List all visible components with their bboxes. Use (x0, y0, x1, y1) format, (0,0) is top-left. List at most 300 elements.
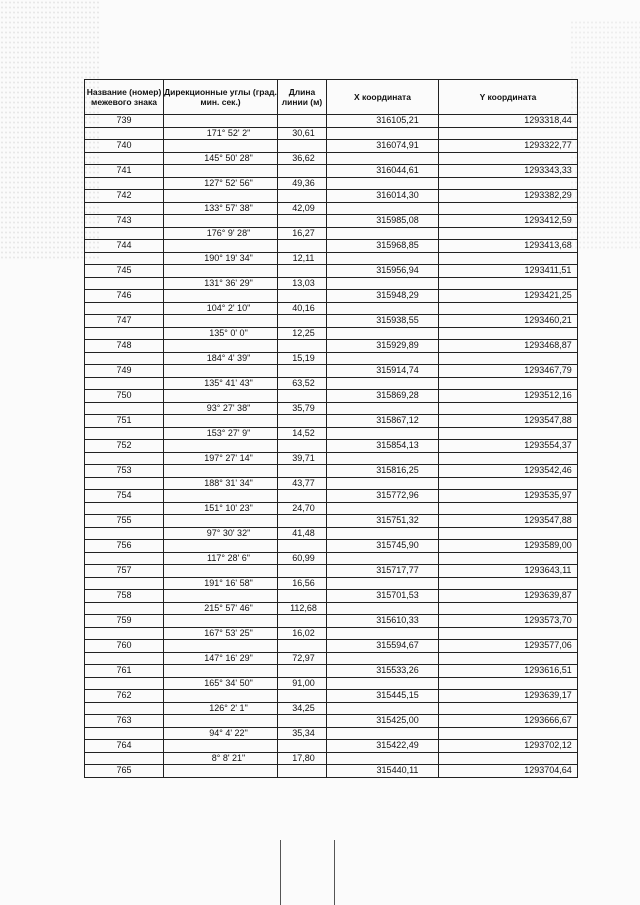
scan-line (334, 840, 335, 905)
empty-cell (85, 127, 164, 140)
direction-angle-cell: 184° 4' 39" (164, 352, 278, 365)
empty-cell (439, 377, 578, 390)
x-coordinate-cell: 315938,55 (327, 315, 439, 328)
x-coordinate-cell: 316074,91 (327, 140, 439, 153)
empty-cell (164, 315, 278, 328)
point-name-cell: 746 (85, 290, 164, 303)
x-coordinate-cell: 315929,89 (327, 340, 439, 353)
empty-cell (164, 640, 278, 653)
direction-angle-cell: 153° 27' 9" (164, 427, 278, 440)
x-coordinate-cell: 315772,96 (327, 490, 439, 503)
segment-row (85, 127, 578, 140)
point-row (85, 615, 578, 628)
y-coordinate-cell: 1293542,46 (439, 465, 578, 478)
point-name-cell: 756 (85, 540, 164, 553)
point-row (85, 115, 578, 128)
x-coordinate-cell: 316014,30 (327, 190, 439, 203)
header-x-coordinate: X координата (327, 80, 439, 115)
line-length-cell: 12,11 (278, 252, 327, 265)
empty-cell (439, 252, 578, 265)
y-coordinate-cell: 1293421,25 (439, 290, 578, 303)
line-length-cell: 30,61 (278, 127, 327, 140)
x-coordinate-cell: 315867,12 (327, 415, 439, 428)
empty-cell (439, 427, 578, 440)
empty-cell (439, 627, 578, 640)
point-row (85, 340, 578, 353)
empty-cell (439, 227, 578, 240)
line-length-cell: 17,80 (278, 752, 327, 765)
point-name-cell: 762 (85, 690, 164, 703)
point-name-cell: 760 (85, 640, 164, 653)
empty-cell (278, 715, 327, 728)
segment-row (85, 202, 578, 215)
empty-cell (327, 677, 439, 690)
empty-cell (278, 690, 327, 703)
direction-angle-cell: 167° 53' 25" (164, 627, 278, 640)
header-point-name: Название (номер) межевого знака (85, 80, 164, 115)
point-row (85, 165, 578, 178)
direction-angle-cell: 165° 34' 50" (164, 677, 278, 690)
line-length-cell: 13,03 (278, 277, 327, 290)
empty-cell (164, 390, 278, 403)
direction-angle-cell: 133° 57' 38" (164, 202, 278, 215)
direction-angle-cell: 126° 2' 1" (164, 702, 278, 715)
empty-cell (439, 702, 578, 715)
header-line-length: Длина линии (м) (278, 80, 327, 115)
line-length-cell: 63,52 (278, 377, 327, 390)
direction-angle-cell: 127° 52' 56" (164, 177, 278, 190)
point-row (85, 290, 578, 303)
empty-cell (439, 502, 578, 515)
empty-cell (327, 302, 439, 315)
empty-cell (85, 452, 164, 465)
direction-angle-cell: 215° 57' 46" (164, 602, 278, 615)
empty-cell (327, 727, 439, 740)
empty-cell (278, 165, 327, 178)
empty-cell (327, 202, 439, 215)
empty-cell (85, 402, 164, 415)
empty-cell (327, 602, 439, 615)
line-length-cell: 42,09 (278, 202, 327, 215)
empty-cell (327, 527, 439, 540)
direction-angle-cell: 97° 30' 32" (164, 527, 278, 540)
point-row (85, 240, 578, 253)
empty-cell (85, 502, 164, 515)
empty-cell (164, 215, 278, 228)
line-length-cell: 16,02 (278, 627, 327, 640)
segment-row (85, 702, 578, 715)
y-coordinate-cell: 1293577,06 (439, 640, 578, 653)
empty-cell (278, 390, 327, 403)
empty-cell (85, 302, 164, 315)
segment-row (85, 502, 578, 515)
empty-cell (278, 665, 327, 678)
empty-cell (439, 527, 578, 540)
point-name-cell: 751 (85, 415, 164, 428)
line-length-cell: 16,56 (278, 577, 327, 590)
point-row (85, 490, 578, 503)
empty-cell (327, 277, 439, 290)
point-row (85, 715, 578, 728)
x-coordinate-cell: 315445,15 (327, 690, 439, 703)
empty-cell (85, 152, 164, 165)
line-length-cell: 41,48 (278, 527, 327, 540)
empty-cell (327, 627, 439, 640)
empty-cell (85, 202, 164, 215)
header-y-coordinate: Y координата (439, 80, 578, 115)
y-coordinate-cell: 1293639,17 (439, 690, 578, 703)
empty-cell (439, 202, 578, 215)
empty-cell (278, 515, 327, 528)
empty-cell (439, 177, 578, 190)
empty-cell (85, 327, 164, 340)
empty-cell (327, 352, 439, 365)
empty-cell (439, 327, 578, 340)
point-name-cell: 741 (85, 165, 164, 178)
empty-cell (164, 140, 278, 153)
x-coordinate-cell: 315968,85 (327, 240, 439, 253)
empty-cell (85, 677, 164, 690)
point-name-cell: 755 (85, 515, 164, 528)
line-length-cell: 43,77 (278, 477, 327, 490)
x-coordinate-cell: 315816,25 (327, 465, 439, 478)
segment-row (85, 727, 578, 740)
empty-cell (278, 240, 327, 253)
point-name-cell: 764 (85, 740, 164, 753)
point-name-cell: 744 (85, 240, 164, 253)
empty-cell (164, 565, 278, 578)
empty-cell (439, 577, 578, 590)
empty-cell (85, 477, 164, 490)
empty-cell (327, 402, 439, 415)
point-name-cell: 763 (85, 715, 164, 728)
x-coordinate-cell: 315425,00 (327, 715, 439, 728)
table-header-row (85, 80, 578, 115)
empty-cell (85, 727, 164, 740)
point-name-cell: 742 (85, 190, 164, 203)
point-row (85, 365, 578, 378)
empty-cell (278, 365, 327, 378)
empty-cell (439, 752, 578, 765)
y-coordinate-cell: 1293413,68 (439, 240, 578, 253)
point-row (85, 390, 578, 403)
empty-cell (439, 552, 578, 565)
empty-cell (85, 602, 164, 615)
segment-row (85, 352, 578, 365)
x-coordinate-cell: 315869,28 (327, 390, 439, 403)
point-row (85, 565, 578, 578)
point-name-cell: 740 (85, 140, 164, 153)
empty-cell (327, 477, 439, 490)
empty-cell (439, 652, 578, 665)
empty-cell (278, 415, 327, 428)
empty-cell (327, 652, 439, 665)
x-coordinate-cell: 315610,33 (327, 615, 439, 628)
empty-cell (327, 252, 439, 265)
direction-angle-cell: 93° 27' 38" (164, 402, 278, 415)
direction-angle-cell: 197° 27' 14" (164, 452, 278, 465)
segment-row (85, 327, 578, 340)
point-name-cell: 752 (85, 440, 164, 453)
empty-cell (327, 427, 439, 440)
point-row (85, 190, 578, 203)
direction-angle-cell: 104° 2' 10" (164, 302, 278, 315)
segment-row (85, 302, 578, 315)
direction-angle-cell: 171° 52' 2" (164, 127, 278, 140)
line-length-cell: 39,71 (278, 452, 327, 465)
empty-cell (164, 690, 278, 703)
y-coordinate-cell: 1293547,88 (439, 415, 578, 428)
segment-row (85, 752, 578, 765)
empty-cell (164, 490, 278, 503)
point-row (85, 590, 578, 603)
y-coordinate-cell: 1293554,37 (439, 440, 578, 453)
line-length-cell: 36,62 (278, 152, 327, 165)
empty-cell (278, 190, 327, 203)
empty-cell (278, 615, 327, 628)
empty-cell (85, 352, 164, 365)
segment-row (85, 677, 578, 690)
empty-cell (278, 540, 327, 553)
direction-angle-cell: 117° 28' 6" (164, 552, 278, 565)
x-coordinate-cell: 316044,61 (327, 165, 439, 178)
empty-cell (327, 227, 439, 240)
segment-row (85, 152, 578, 165)
point-name-cell: 761 (85, 665, 164, 678)
empty-cell (327, 502, 439, 515)
y-coordinate-cell: 1293643,11 (439, 565, 578, 578)
y-coordinate-cell: 1293616,51 (439, 665, 578, 678)
empty-cell (164, 415, 278, 428)
empty-cell (164, 265, 278, 278)
line-length-cell: 24,70 (278, 502, 327, 515)
y-coordinate-cell: 1293547,88 (439, 515, 578, 528)
empty-cell (85, 277, 164, 290)
direction-angle-cell: 8° 8' 21" (164, 752, 278, 765)
empty-cell (327, 552, 439, 565)
empty-cell (85, 652, 164, 665)
line-length-cell: 49,36 (278, 177, 327, 190)
empty-cell (164, 165, 278, 178)
empty-cell (439, 402, 578, 415)
x-coordinate-cell: 315745,90 (327, 540, 439, 553)
line-length-cell: 35,79 (278, 402, 327, 415)
empty-cell (85, 627, 164, 640)
empty-cell (164, 240, 278, 253)
empty-cell (85, 702, 164, 715)
point-name-cell: 759 (85, 615, 164, 628)
x-coordinate-cell: 315854,13 (327, 440, 439, 453)
header-direction-angle: Дирекционные углы (град. мин. сек.) (164, 80, 278, 115)
y-coordinate-cell: 1293535,97 (439, 490, 578, 503)
segment-row (85, 427, 578, 440)
empty-cell (278, 290, 327, 303)
segment-row (85, 602, 578, 615)
x-coordinate-cell: 315701,53 (327, 590, 439, 603)
point-name-cell: 749 (85, 365, 164, 378)
point-row (85, 315, 578, 328)
empty-cell (164, 740, 278, 753)
y-coordinate-cell: 1293460,21 (439, 315, 578, 328)
empty-cell (439, 352, 578, 365)
empty-cell (439, 677, 578, 690)
empty-cell (278, 140, 327, 153)
direction-angle-cell: 151° 10' 23" (164, 502, 278, 515)
line-length-cell: 40,16 (278, 302, 327, 315)
empty-cell (327, 327, 439, 340)
segment-row (85, 577, 578, 590)
point-row (85, 665, 578, 678)
segment-row (85, 177, 578, 190)
empty-cell (164, 190, 278, 203)
line-length-cell: 35,34 (278, 727, 327, 740)
point-row (85, 515, 578, 528)
line-length-cell: 15,19 (278, 352, 327, 365)
x-coordinate-cell: 315751,32 (327, 515, 439, 528)
point-name-cell: 753 (85, 465, 164, 478)
empty-cell (278, 765, 327, 778)
x-coordinate-cell: 315533,26 (327, 665, 439, 678)
x-coordinate-cell: 315422,49 (327, 740, 439, 753)
boundary-coordinates-table (84, 79, 578, 778)
empty-cell (164, 440, 278, 453)
x-coordinate-cell: 316105,21 (327, 115, 439, 128)
y-coordinate-cell: 1293322,77 (439, 140, 578, 153)
y-coordinate-cell: 1293343,33 (439, 165, 578, 178)
point-name-cell: 745 (85, 265, 164, 278)
empty-cell (164, 715, 278, 728)
empty-cell (85, 377, 164, 390)
empty-cell (85, 552, 164, 565)
empty-cell (278, 740, 327, 753)
empty-cell (164, 365, 278, 378)
empty-cell (439, 277, 578, 290)
line-length-cell: 91,00 (278, 677, 327, 690)
line-length-cell: 60,99 (278, 552, 327, 565)
segment-row (85, 552, 578, 565)
empty-cell (278, 590, 327, 603)
segment-row (85, 452, 578, 465)
point-row (85, 640, 578, 653)
y-coordinate-cell: 1293666,67 (439, 715, 578, 728)
point-row (85, 140, 578, 153)
empty-cell (439, 152, 578, 165)
y-coordinate-cell: 1293382,29 (439, 190, 578, 203)
empty-cell (327, 452, 439, 465)
point-name-cell: 739 (85, 115, 164, 128)
empty-cell (85, 752, 164, 765)
point-row (85, 215, 578, 228)
empty-cell (327, 177, 439, 190)
direction-angle-cell: 190° 19' 34" (164, 252, 278, 265)
empty-cell (327, 152, 439, 165)
empty-cell (439, 602, 578, 615)
point-name-cell: 743 (85, 215, 164, 228)
line-length-cell: 14,52 (278, 427, 327, 440)
empty-cell (278, 465, 327, 478)
x-coordinate-cell: 315985,08 (327, 215, 439, 228)
point-row (85, 415, 578, 428)
direction-angle-cell: 176° 9' 28" (164, 227, 278, 240)
segment-row (85, 652, 578, 665)
empty-cell (327, 377, 439, 390)
y-coordinate-cell: 1293704,64 (439, 765, 578, 778)
empty-cell (164, 515, 278, 528)
line-length-cell: 34,25 (278, 702, 327, 715)
y-coordinate-cell: 1293411,51 (439, 265, 578, 278)
empty-cell (164, 465, 278, 478)
direction-angle-cell: 191° 16' 58" (164, 577, 278, 590)
segment-row (85, 252, 578, 265)
x-coordinate-cell: 315948,29 (327, 290, 439, 303)
y-coordinate-cell: 1293573,70 (439, 615, 578, 628)
empty-cell (439, 302, 578, 315)
segment-row (85, 627, 578, 640)
point-row (85, 465, 578, 478)
point-row (85, 765, 578, 778)
empty-cell (278, 265, 327, 278)
empty-cell (85, 427, 164, 440)
empty-cell (327, 127, 439, 140)
y-coordinate-cell: 1293467,79 (439, 365, 578, 378)
y-coordinate-cell: 1293639,87 (439, 590, 578, 603)
point-name-cell: 750 (85, 390, 164, 403)
empty-cell (327, 752, 439, 765)
line-length-cell: 112,68 (278, 602, 327, 615)
empty-cell (164, 290, 278, 303)
x-coordinate-cell: 315440,11 (327, 765, 439, 778)
y-coordinate-cell: 1293412,59 (439, 215, 578, 228)
empty-cell (327, 577, 439, 590)
direction-angle-cell: 147° 16' 29" (164, 652, 278, 665)
empty-cell (278, 215, 327, 228)
empty-cell (278, 565, 327, 578)
point-name-cell: 757 (85, 565, 164, 578)
empty-cell (278, 640, 327, 653)
empty-cell (278, 340, 327, 353)
empty-cell (85, 227, 164, 240)
empty-cell (278, 315, 327, 328)
point-row (85, 690, 578, 703)
scan-noise (570, 20, 640, 250)
empty-cell (278, 490, 327, 503)
empty-cell (439, 452, 578, 465)
segment-row (85, 277, 578, 290)
y-coordinate-cell: 1293702,12 (439, 740, 578, 753)
empty-cell (439, 477, 578, 490)
segment-row (85, 377, 578, 390)
empty-cell (439, 127, 578, 140)
point-name-cell: 765 (85, 765, 164, 778)
point-name-cell: 758 (85, 590, 164, 603)
empty-cell (85, 177, 164, 190)
y-coordinate-cell: 1293589,00 (439, 540, 578, 553)
empty-cell (85, 527, 164, 540)
direction-angle-cell: 135° 41' 43" (164, 377, 278, 390)
line-length-cell: 72,97 (278, 652, 327, 665)
point-name-cell: 754 (85, 490, 164, 503)
x-coordinate-cell: 315914,74 (327, 365, 439, 378)
empty-cell (85, 577, 164, 590)
direction-angle-cell: 131° 36' 29" (164, 277, 278, 290)
direction-angle-cell: 135° 0' 0" (164, 327, 278, 340)
point-row (85, 440, 578, 453)
point-name-cell: 747 (85, 315, 164, 328)
empty-cell (164, 665, 278, 678)
empty-cell (164, 340, 278, 353)
segment-row (85, 402, 578, 415)
empty-cell (164, 590, 278, 603)
